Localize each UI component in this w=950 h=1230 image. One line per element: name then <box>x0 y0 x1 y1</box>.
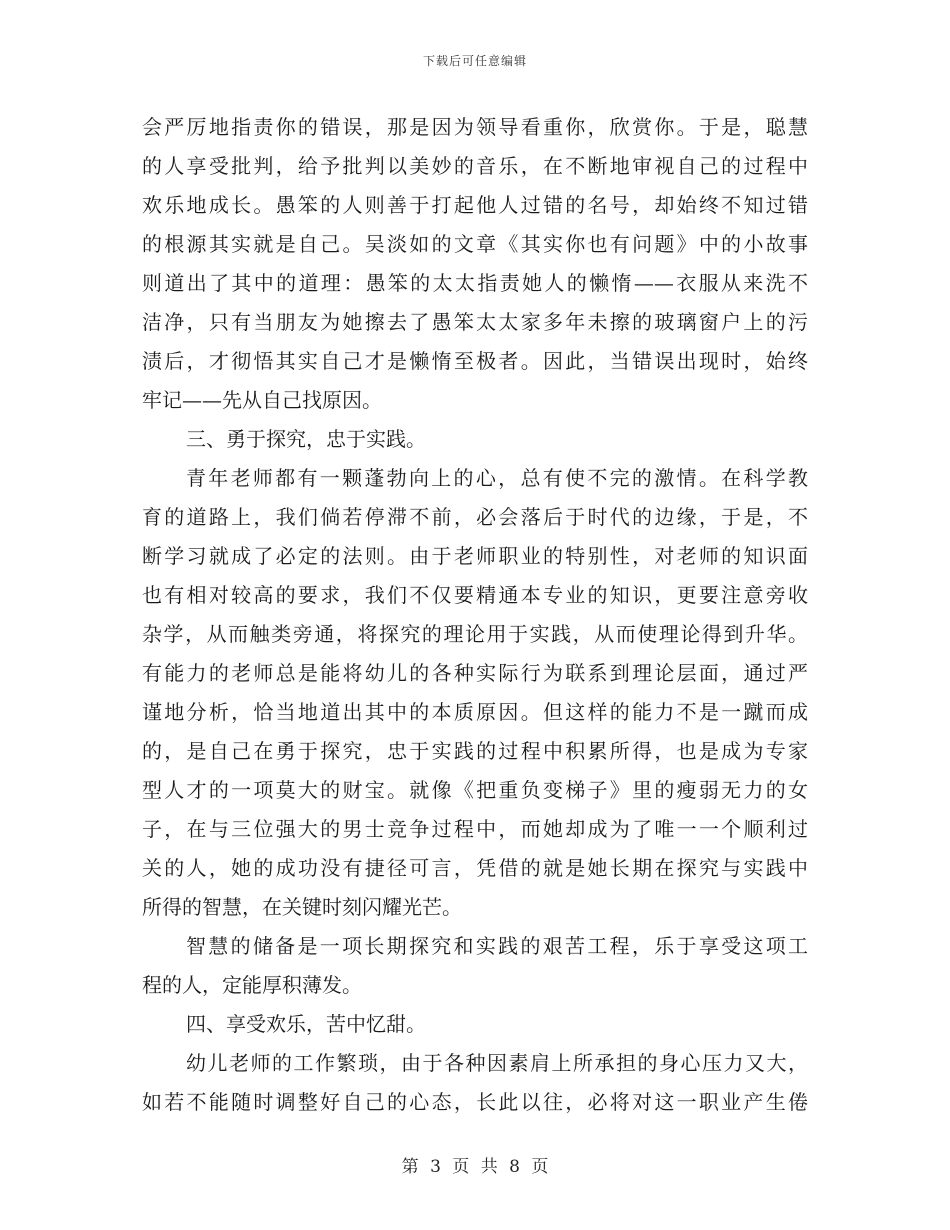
text-line: 四、享受欢乐，苦中忆甜。 <box>186 1012 426 1036</box>
text-line: 洁净，只有当朋友为她擦去了愚笨太太家多年未擦的玻璃窗户上的污 <box>142 310 808 334</box>
text-line: 关的人，她的成功没有捷径可言，凭借的就是她长期在探究与实践中 <box>142 856 808 880</box>
text-line: 渍后，才彻悟其实自己才是懒惰至极者。因此，当错误出现时，始终 <box>142 349 808 373</box>
text-line: 的根源其实就是自己。吴淡如的文章《其实你也有问题》中的小故事 <box>142 232 808 256</box>
text-line: 程的人，定能厚积薄发。 <box>142 973 362 997</box>
text-line: 如若不能随时调整好自己的心态，长此以往，必将对这一职业产生倦 <box>142 1090 808 1114</box>
page-number: 第 3 页 共 8 页 <box>401 1157 549 1177</box>
text-line: 断学习就成了必定的法则。由于老师职业的特别性，对老师的知识面 <box>142 544 808 568</box>
text-line: 青年老师都有一颗蓬勃向上的心，总有使不完的激情。在科学教 <box>186 466 808 490</box>
document-body <box>142 108 808 1122</box>
text-line: 谨地分析，恰当地道出其中的本质原因。但这样的能力不是一蹴而成 <box>142 700 808 724</box>
text-line: 的人享受批判，给予批判以美妙的音乐，在不断地审视自己的过程中 <box>142 154 808 178</box>
text-line: 则道出了其中的道理：愚笨的太太指责她人的懒惰——衣服从来洗不 <box>142 271 808 295</box>
text-line: 智慧的储备是一项长期探究和实践的艰苦工程，乐于享受这项工 <box>186 934 808 958</box>
text-line: 牢记——先从自己找原因。 <box>142 388 382 412</box>
text-line: 的，是自己在勇于探究，忠于实践的过程中积累所得，也是成为专家 <box>142 739 808 763</box>
text-line: 有能力的老师总是能将幼儿的各种实际行为联系到理论层面，通过严 <box>142 661 808 685</box>
text-line: 也有相对较高的要求，我们不仅要精通本专业的知识，更要注意旁收 <box>142 583 808 607</box>
text-line: 育的道路上，我们倘若停滞不前，必会落后于时代的边缘，于是，不 <box>142 505 808 529</box>
text-line: 欢乐地成长。愚笨的人则善于打起他人过错的名号，却始终不知过错 <box>142 193 808 217</box>
page-header: 下载后可任意编辑 <box>422 54 527 68</box>
text-line: 型人才的一项莫大的财宝。就像《把重负变梯子》里的瘦弱无力的女 <box>142 778 808 802</box>
text-line: 子，在与三位强大的男士竞争过程中，而她却成为了唯一一个顺利过 <box>142 817 808 841</box>
text-line: 会严厉地指责你的错误，那是因为领导看重你，欣赏你。于是，聪慧 <box>142 115 808 139</box>
text-line: 幼儿老师的工作繁琐，由于各种因素肩上所承担的身心压力又大， <box>186 1051 808 1075</box>
text-line: 三、勇于探究，忠于实践。 <box>186 427 426 451</box>
text-line: 杂学，从而触类旁通，将探究的理论用于实践，从而使理论得到升华。 <box>142 622 808 646</box>
text-line: 所得的智慧，在关键时刻闪耀光芒。 <box>142 895 462 919</box>
